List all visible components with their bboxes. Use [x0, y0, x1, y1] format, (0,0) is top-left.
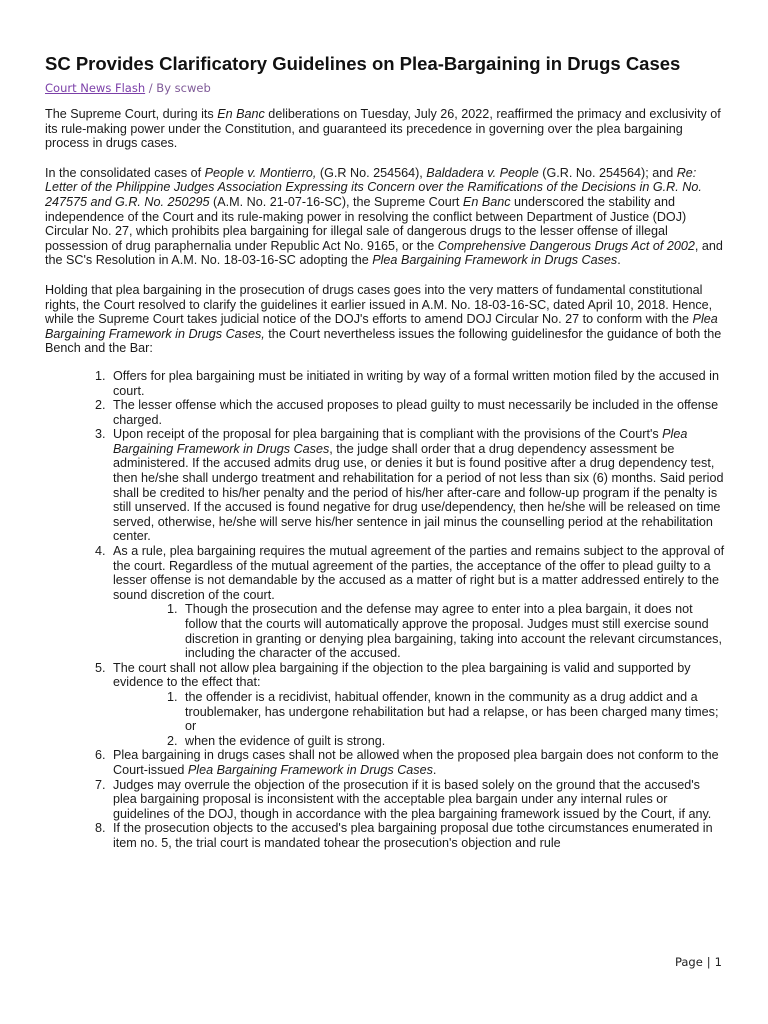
page-footer: [675, 955, 722, 969]
sub-list-item: 2. when the evidence of guilt is strong.: [181, 734, 725, 749]
page-title: SC Provides Clarificatory Guidelines on Plea-Bargaining in Drugs Cases: [45, 53, 681, 74]
list-item: 6. Plea bargaining in drugs cases shall not be allowed when the proposed plea bargain does not conform to the Court-issued Plea Bargaining Framework in Drugs Cases.: [109, 748, 725, 777]
page-number: 1: [714, 955, 722, 969]
list-item: 7. Judges may overrule the objection of the prosecution if it is based solely on the ground that the accused's plea bargaining proposal is inconsistent with the acceptable plea bargain under any internal rules or guidelines of the DOJ, though in accordance with the plea bargaining framework issued by the Court, if any.: [109, 778, 725, 822]
paragraph-guidelines-intro: Holding that plea bargaining in the prosecution of drugs cases goes into the very matters of fundamental constitutional rights, the Court resolved to clarify the guidelines it earlier issued in A.M. No. 18-03-16-SC, dated April 10, 2018. Hence, while the Supreme Court takes judicial notice of the DOJ's efforts to amend DOJ Circular No. 27 to conform with the Plea Bargaining Framework in Drugs Cases, the Court nevertheless issues the following guidelinesfor the guidance of both the Bench and the Bar:: [45, 282, 722, 356]
guidelines-list: [45, 369, 725, 851]
paragraph-intro: The Supreme Court, during its En Banc deliberations on Tuesday, July 26, 2022, reaffirmed the primacy and exclusivity of its rule-making power under the Constitution, and guaranteed its precedence in governing over the plea bargaining process in drugs cases.: [45, 107, 721, 151]
page-separator: |: [706, 955, 711, 969]
document-page: [45, 52, 725, 851]
list-item: 2. The lesser offense which the accused proposes to plead guilty to must necessarily be included in the offense charged.: [109, 398, 725, 427]
byline: / By scweb: [145, 81, 211, 95]
list-item: 4. As a rule, plea bargaining requires the mutual agreement of the parties and remains subject to the approval of the court. Regardless of the mutual agreement of the parties, the acceptance of the offer to plead guilty to a lesser offense is not demandable by the accused as a matter of right but is a matter addressed entirely to the sound discretion of the court. 1. Though the prosecution and the defense may agree to enter into a plea bargain, it does not follow that the courts will automatically approve the proposal. Judges must still exercise sound discretion in granting or denying plea bargaining, taking into account the relevant circumstances, including the character of the accused.: [109, 544, 725, 661]
paragraph-cases: In the consolidated cases of People v. Montierro, (G.R No. 254564), Baldadera v. People (G.R. No. 254564); and Re: Letter of the Philippine Judges Association Expressing its Concern over the Ramifications of the Decisions in G.R. No. 247575 and G.R. No. 250295 (A.M. No. 21-07-16-SC), the Supreme Court En Banc underscored the stability and independence of the Court and its rule-making power in resolving the conflict between Department of Justice (DOJ) Circular No. 27, which prohibits plea bargaining for illegal sale of dangerous drugs to the lesser offense of illegal possession of drug paraphernalia under Republic Act No. 9165, or the Comprehensive Dangerous Drugs Act of 2002, and the SC's Resolution in A.M. No. 18-03-16-SC adopting the Plea Bargaining Framework in Drugs Cases.: [45, 165, 723, 268]
list-item: 5. The court shall not allow plea bargaining if the objection to the plea bargaining is valid and supported by evidence to the effect that: 1. the offender is a recidivist, habitual offender, known in the community as a drug addict and a troublemaker, has undergone rehabilitation but had a relapse, or has been charged many times; or 2. when the evidence of guilt is strong.: [109, 661, 725, 749]
sub-list: [113, 602, 725, 660]
list-item: 8. If the prosecution objects to the accused's plea bargaining proposal due tothe circumstances enumerated in item no. 5, the trial court is mandated tohear the prosecution's objection and rule: [109, 821, 725, 850]
list-item: 1. Offers for plea bargaining must be initiated in writing by way of a formal written motion filed by the accused in court.: [109, 369, 725, 398]
category-link[interactable]: Court News Flash: [45, 81, 146, 95]
post-meta: [45, 81, 725, 95]
sub-list-item: 1. the offender is a recidivist, habitual offender, known in the community as a drug addict and a troublemaker, has undergone rehabilitation but had a relapse, or has been charged many times; or: [181, 690, 725, 734]
sub-list-item: 1. Though the prosecution and the defense may agree to enter into a plea bargain, it does not follow that the courts will automatically approve the proposal. Judges must still exercise sound discretion in granting or denying plea bargaining, taking into account the relevant circumstances, including the character of the accused.: [181, 602, 725, 660]
sub-list: [113, 690, 725, 748]
page-label: Page: [674, 955, 703, 969]
list-item: 3. Upon receipt of the proposal for plea bargaining that is compliant with the provisions of the Court's Plea Bargaining Framework in Drugs Cases, the judge shall order that a drug dependency assessment be administered. If the accused admits drug use, or denies it but is found positive after a drug dependency test, then he/she shall undergo treatment and rehabilitation for a period of not less than six (6) months. Said period shall be credited to his/her penalty and the period of his/her after-care and follow-up program if the penalty is still unserved. If the accused is found negative for drug use/dependency, then he/she will be released on time served, otherwise, he/she will serve his/her sentence in jail minus the counselling period at the rehabilitation center.: [109, 427, 725, 544]
